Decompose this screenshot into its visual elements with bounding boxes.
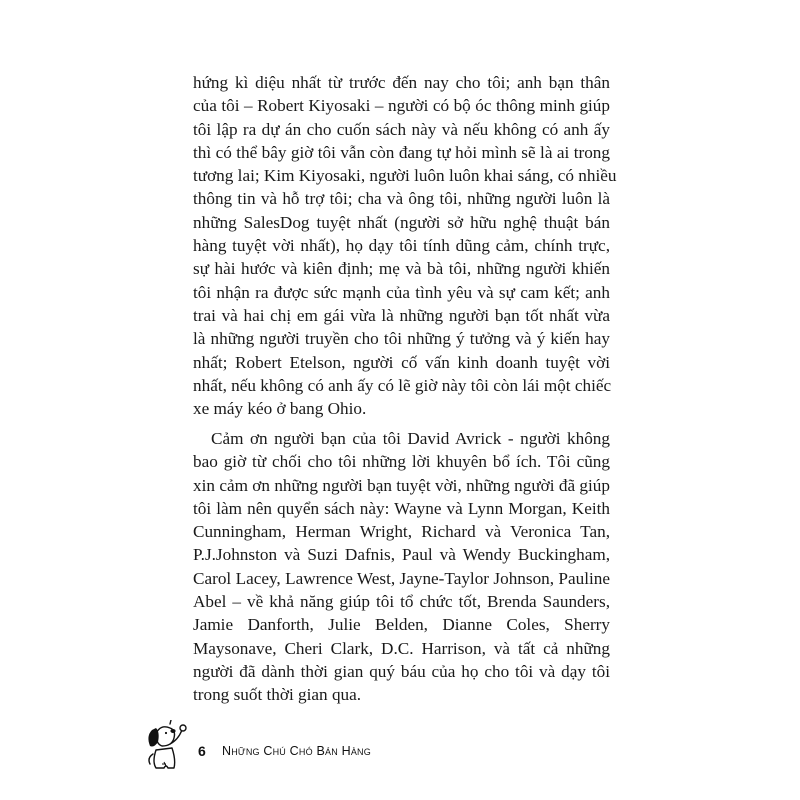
text-line: là những người truyền cho tôi những ý tưởng và ý kiến hay: [193, 329, 610, 349]
text-line: nhất; Robert Etelson, người cố vấn kinh doanh tuyệt vời: [193, 352, 610, 372]
text-line: của tôi – Robert Kiyosaki – người có bộ óc thông minh giúp: [193, 96, 610, 116]
text-line: tôi làm nên quyển sách này: Wayne và Lynn Morgan, Keith: [193, 498, 610, 518]
paragraph-1: [193, 71, 617, 420]
text-line: xe máy kéo ở bang Ohio.: [193, 399, 367, 419]
text-line: người đã dành thời gian quý báu của họ cho tôi và dạy tôi: [193, 661, 610, 681]
text-line: Cảm ơn người bạn của tôi David Avrick - người không: [211, 429, 610, 448]
text-line: bao giờ từ chối cho tôi những lời khuyên bổ ích. Tôi cũng: [193, 452, 610, 472]
text-line: hứng kì diệu nhất từ trước đến nay cho tôi; anh bạn thân: [193, 73, 610, 92]
text-line: Cunningham, Herman Wright, Richard và Veronica Tan,: [193, 522, 610, 542]
text-line: Abel – về khả năng giúp tôi tổ chức tốt, Brenda Saunders,: [193, 592, 610, 612]
text-line: xin cảm ơn những người bạn tuyệt vời, những người đã giúp: [193, 475, 610, 495]
text-line: sự hài hước và kiên định; mẹ và bà tôi, những người khiến: [193, 259, 610, 279]
text-line: thì có thể bây giờ tôi vẫn còn đang tự hỏi mình sẽ là ai trong: [193, 142, 610, 162]
text-line: tôi nhận ra được sức mạnh của tình yêu và sự cam kết; anh: [193, 282, 610, 302]
text-line: P.J.Johnston và Suzi Dafnis, Paul và Wendy Buckingham,: [193, 545, 610, 565]
text-line: trong suốt thời gian qua.: [193, 685, 362, 705]
page-number: 6: [198, 743, 206, 759]
paragraph-2: [193, 427, 610, 707]
text-line: nhất, nếu không có anh ấy có lẽ giờ này tôi còn lái một chiếc: [193, 375, 612, 395]
text-line: Carol Lacey, Lawrence West, Jayne-Taylor Johnson, Pauline: [193, 568, 610, 588]
cartoon-dog-icon: [142, 720, 190, 772]
text-line: tôi lập ra dự án cho cuốn sách này và nếu không có anh ấy: [193, 119, 610, 139]
text-line: hàng tuyệt vời nhất), họ dạy tôi tính dũng cảm, chính trực,: [193, 236, 610, 256]
text-line: thông tin và hỗ trợ tôi; cha và ông tôi, những người luôn là: [193, 189, 610, 209]
text-line: Maysonave, Cheri Clark, D.C. Harrison, và tất cả những: [193, 638, 610, 658]
text-line: trai và hai chị em gái vừa là những người bạn tốt nhất vừa: [193, 305, 610, 325]
running-title: Những Chú Chó Bán Hàng: [222, 744, 371, 758]
text-line: Jamie Danforth, Julie Belden, Dianne Coles, Sherry: [193, 615, 610, 635]
text-line: tương lai; Kim Kiyosaki, người luôn luôn khai sáng, có nhiều: [193, 166, 617, 186]
text-line: những SalesDog tuyệt nhất (người sở hữu nghệ thuật bán: [193, 212, 610, 232]
